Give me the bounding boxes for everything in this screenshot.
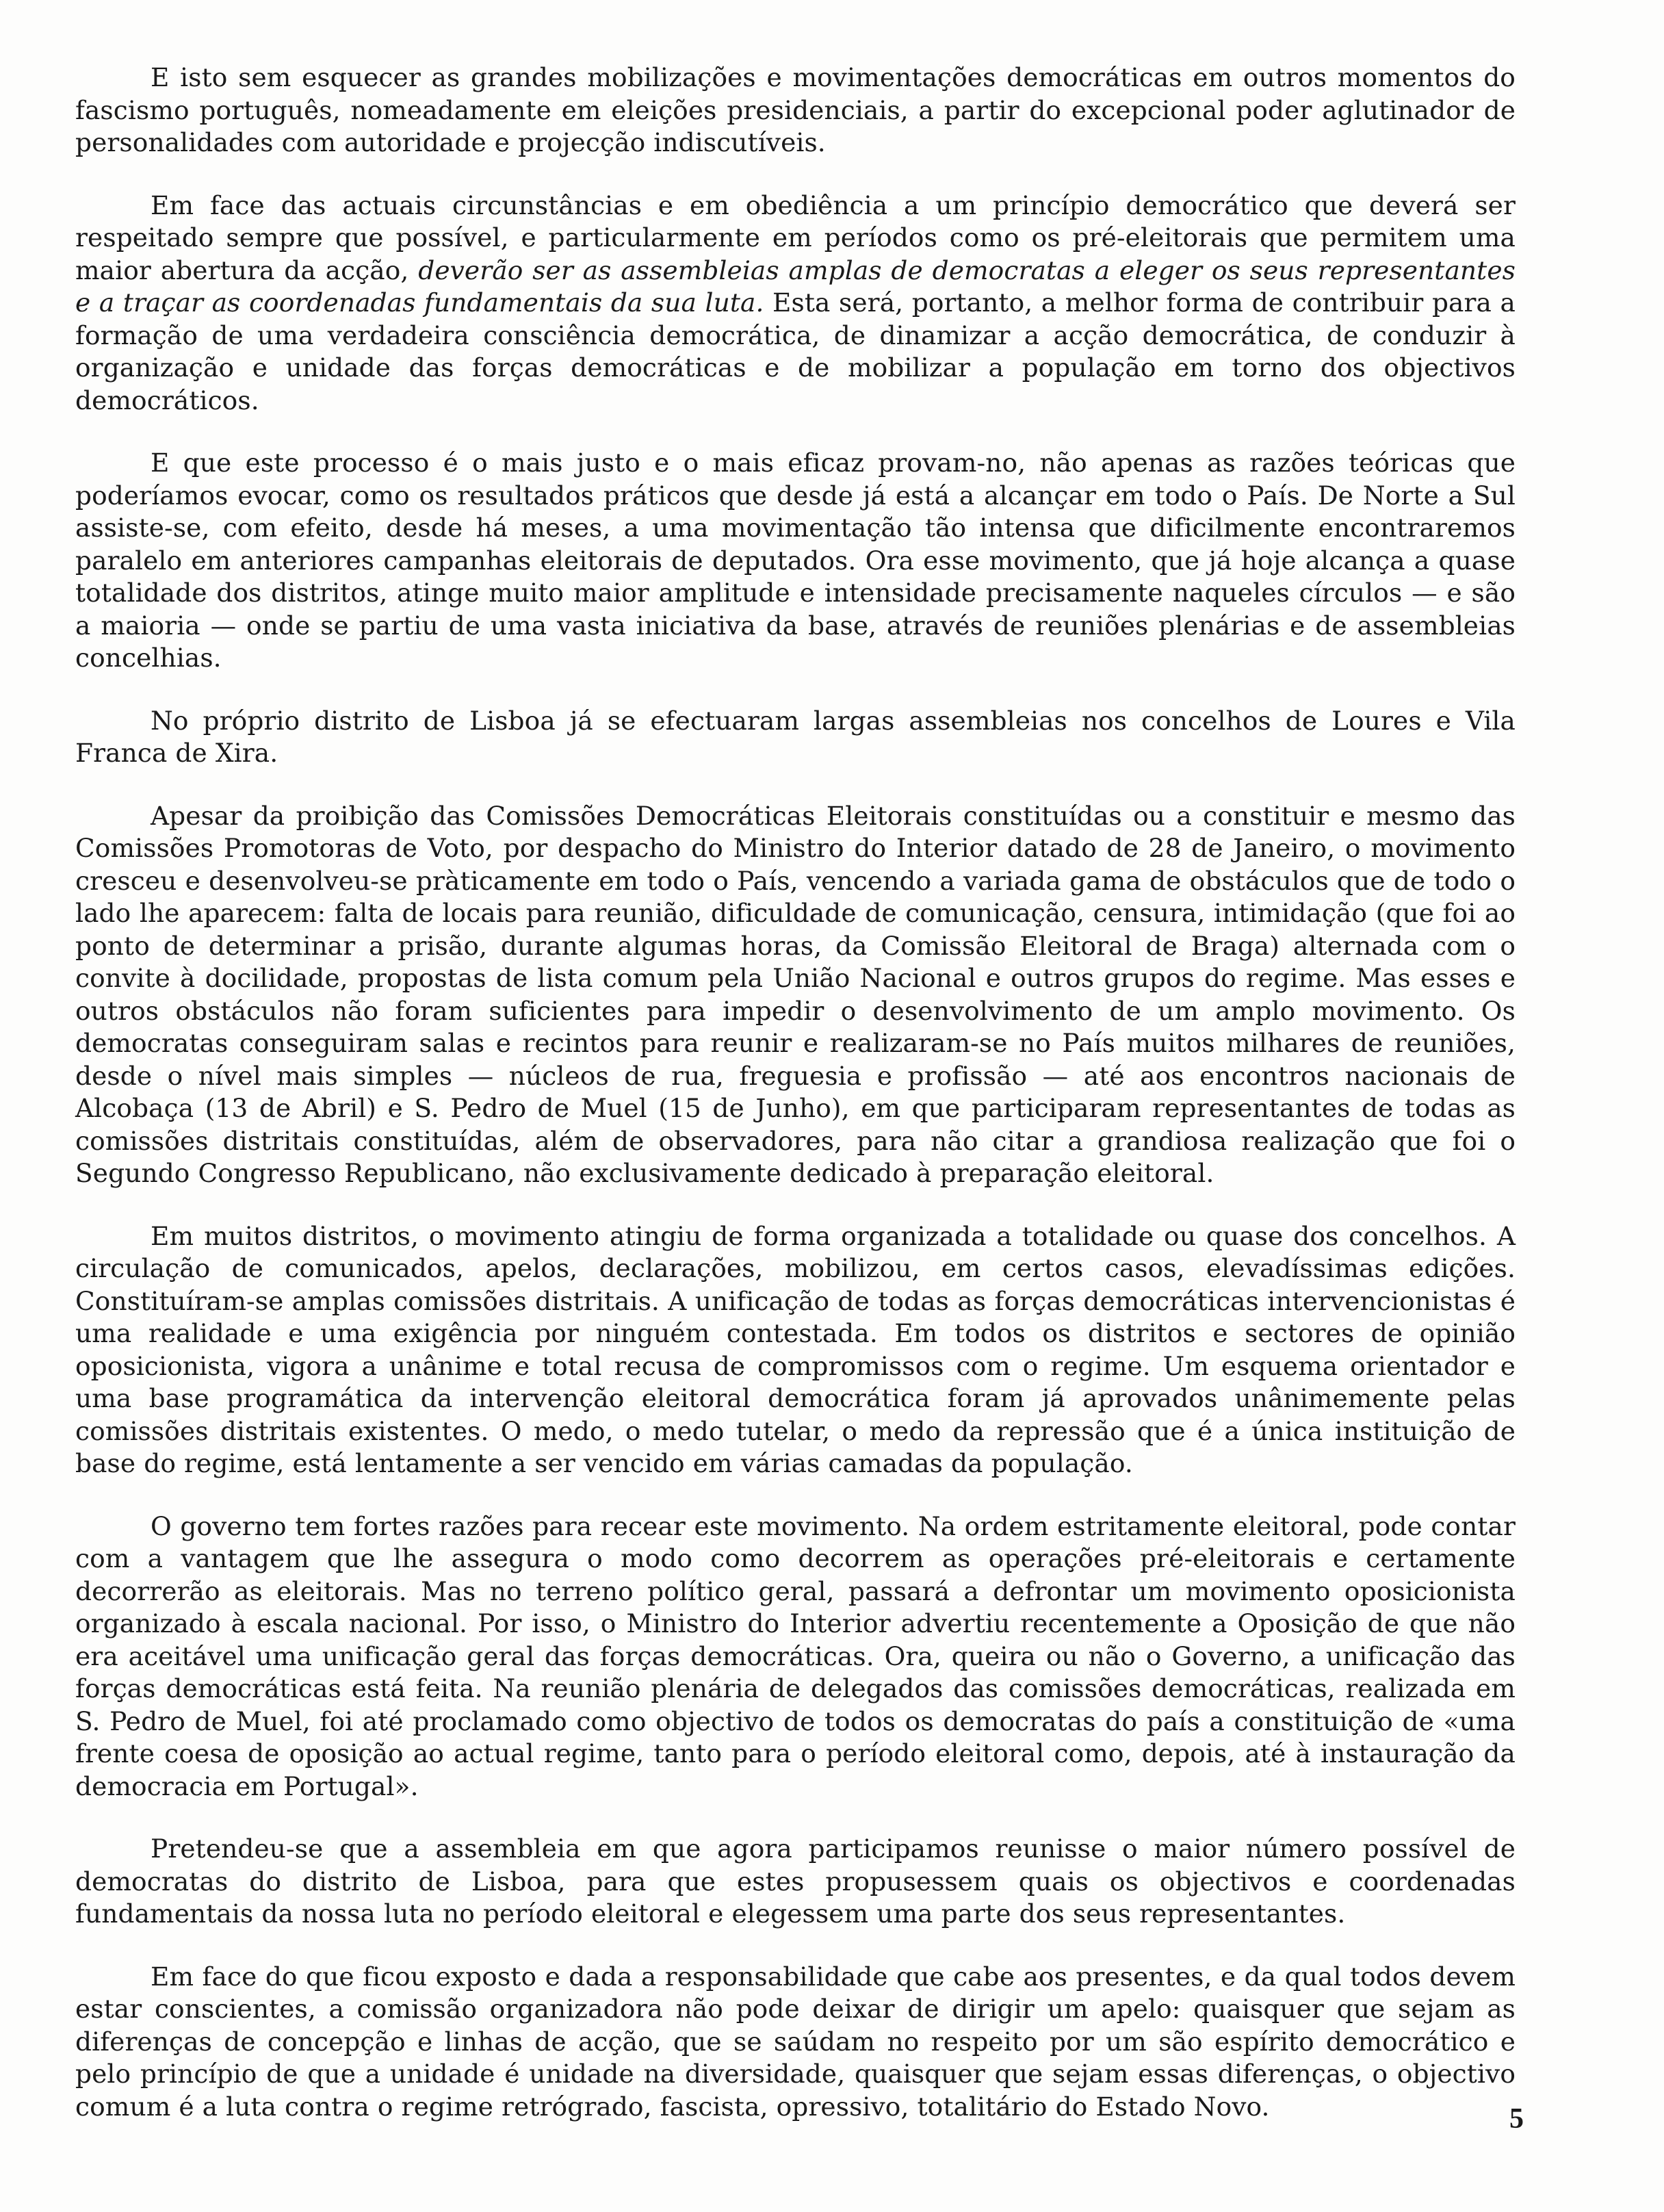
- paragraph-7: O governo tem fortes razões para recear este movimento. Na ordem estritamente eleitoral, pode contar com a vantagem que lhe assegura o modo como decorrem as operações pré-eleitorais e certamente decorrerão as eleitorais. Mas no terreno político geral, passará a defrontar um movimento oposicionista organizado à escala nacional. Por isso, o Ministro do Interior advertiu recentemente a Oposição de que não era aceitável uma unificação geral das forças democráticas. Ora, queira ou não o Governo, a unificação das forças democráticas está feita. Na reunião plenária de delegados das comissões democráticas, realizada em S. Pedro de Muel, foi até proclamado como objectivo de todos os democratas do país a constituição de «uma frente coesa de oposição ao actual regime, tanto para o período eleitoral como, depois, até à instauração da democracia em Portugal».: [75, 1510, 1516, 1801]
- paragraph-6: Em muitos distritos, o movimento atingiu de forma organizada a totalidade ou quase dos concelhos. A circulação de comunicados, apelos, declarações, mobilizou, em certos casos, elevadíssimas edições. Constituíram-se amplas comissões distritais. A unificação de todas as forças democráticas intervencionistas é uma realidade e uma exigência por ninguém contestada. Em todos os distritos e sectores de opinião oposicionista, vigora a unânime e total recusa de compromissos com o regime. Um esquema orientador e uma base programática da intervenção eleitoral democrática foram já aprovados unânimemente pelas comissões distritais existentes. O medo, o medo tutelar, o medo da repressão que é a única instituição de base do regime, está lentamente a ser vencido em várias camadas da população.: [75, 1220, 1516, 1478]
- paragraph-9: Em face do que ficou exposto e dada a responsabilidade que cabe aos presentes, e da qual todos devem estar conscientes, a comissão organizadora não pode deixar de dirigir um apelo: quaisquer que sejam as diferenças de concepção e linhas de acção, que se saúdam no respeito por um são espírito democrático e pelo princípio de que a unidade é unidade na diversidade, quaisquer que sejam essas diferenças, o objectivo comum é a luta contra o regime retrógrado, fascista, opressivo, totalitário do Estado Novo.: [75, 1961, 1516, 2122]
- paragraph-5: Apesar da proibição das Comissões Democráticas Eleitorais constituídas ou a constituir e mesmo das Comissões Promotoras de Voto, por despacho do Ministro do Interior datado de 28 de Janeiro, o movimento cresceu e desenvolveu-se pràticamente em todo o País, vencendo a variada gama de obstáculos que de todo o lado lhe aparecem: falta de locais para reunião, dificuldade de comunicação, censura, intimidação (que foi ao ponto de determinar a prisão, durante algumas horas, da Comissão Eleitoral de Braga) alternada com o convite à docilidade, propostas de lista comum pela União Nacional e outros grupos do regime. Mas esses e outros obstáculos não foram suficientes para impedir o desenvolvimento de um amplo movimento. Os democratas conseguiram salas e recintos para reunir e realizaram-se no País muitos milhares de reuniões, desde o nível mais simples — núcleos de rua, freguesia e profissão — até aos encontros nacionais de Alcobaça (13 de Abril) e S. Pedro de Muel (15 de Junho), em que participaram representantes de todas as comissões distritais constituídas, além de observadores, para não citar a grandiosa realização que foi o Segundo Congresso Republicano, não exclusivamente dedicado à preparação eleitoral.: [75, 800, 1516, 1188]
- paragraph-2-emphasis: deverão ser as assembleias amplas de democratas a eleger os seus representantes e a traçar as coordenadas fundamentais da sua luta.: [75, 255, 1516, 318]
- paragraph-1: E isto sem esquecer as grandes mobilizações e movimentações democráticas em outros momentos do fascismo português, nomeadamente em eleições presidenciais, a partir do excepcional poder aglutinador de personalidades com autoridade e projecção indiscutíveis.: [75, 62, 1516, 157]
- paragraph-8: Pretendeu-se que a assembleia em que agora participamos reunisse o maior número possível de democratas do distrito de Lisboa, para que estes propusessem quais os objectivos e coordenadas fundamentais da nossa luta no período eleitoral e elegessem uma parte dos seus representantes.: [75, 1834, 1516, 1929]
- paragraph-2-lead: Em face das actuais circunstâncias e em obediência a um princípio democrático que deverá ser respeitado sempre que possível, e particularmente em períodos como os pré-eleitorais que permitem uma maior abertura da acção,: [75, 190, 1516, 285]
- page-number: 5: [1509, 2103, 1524, 2135]
- paragraph-2-tail: Esta será, portanto, a melhor forma de contribuir para a formação de uma verdadeira consciência democrática, de dinamizar a acção democrática, de conduzir à organização e unidade das forças democráticas e de mobilizar a população em torno dos objectivos democráticos.: [75, 287, 1516, 415]
- body-text: [75, 62, 1516, 2153]
- paragraph-2: [75, 190, 1516, 417]
- paragraph-3: E que este processo é o mais justo e o mais eficaz provam-no, não apenas as razões teóricas que poderíamos evocar, como os resultados práticos que desde já está a alcançar em todo o País. De Norte a Sul assiste-se, com efeito, desde há meses, a uma movimentação tão intensa que dificilmente encontraremos paralelo em anteriores campanhas eleitorais de deputados. Ora esse movimento, que já hoje alcança a quase totalidade dos distritos, atinge muito maior amplitude e intensidade precisamente naqueles círculos — e são a maioria — onde se partiu de uma vasta iniciativa da base, através de reuniões plenárias e de assembleias concelhias.: [75, 448, 1516, 673]
- paragraph-4: No próprio distrito de Lisboa já se efectuaram largas assembleias nos concelhos de Loures e Vila Franca de Xira.: [75, 705, 1516, 768]
